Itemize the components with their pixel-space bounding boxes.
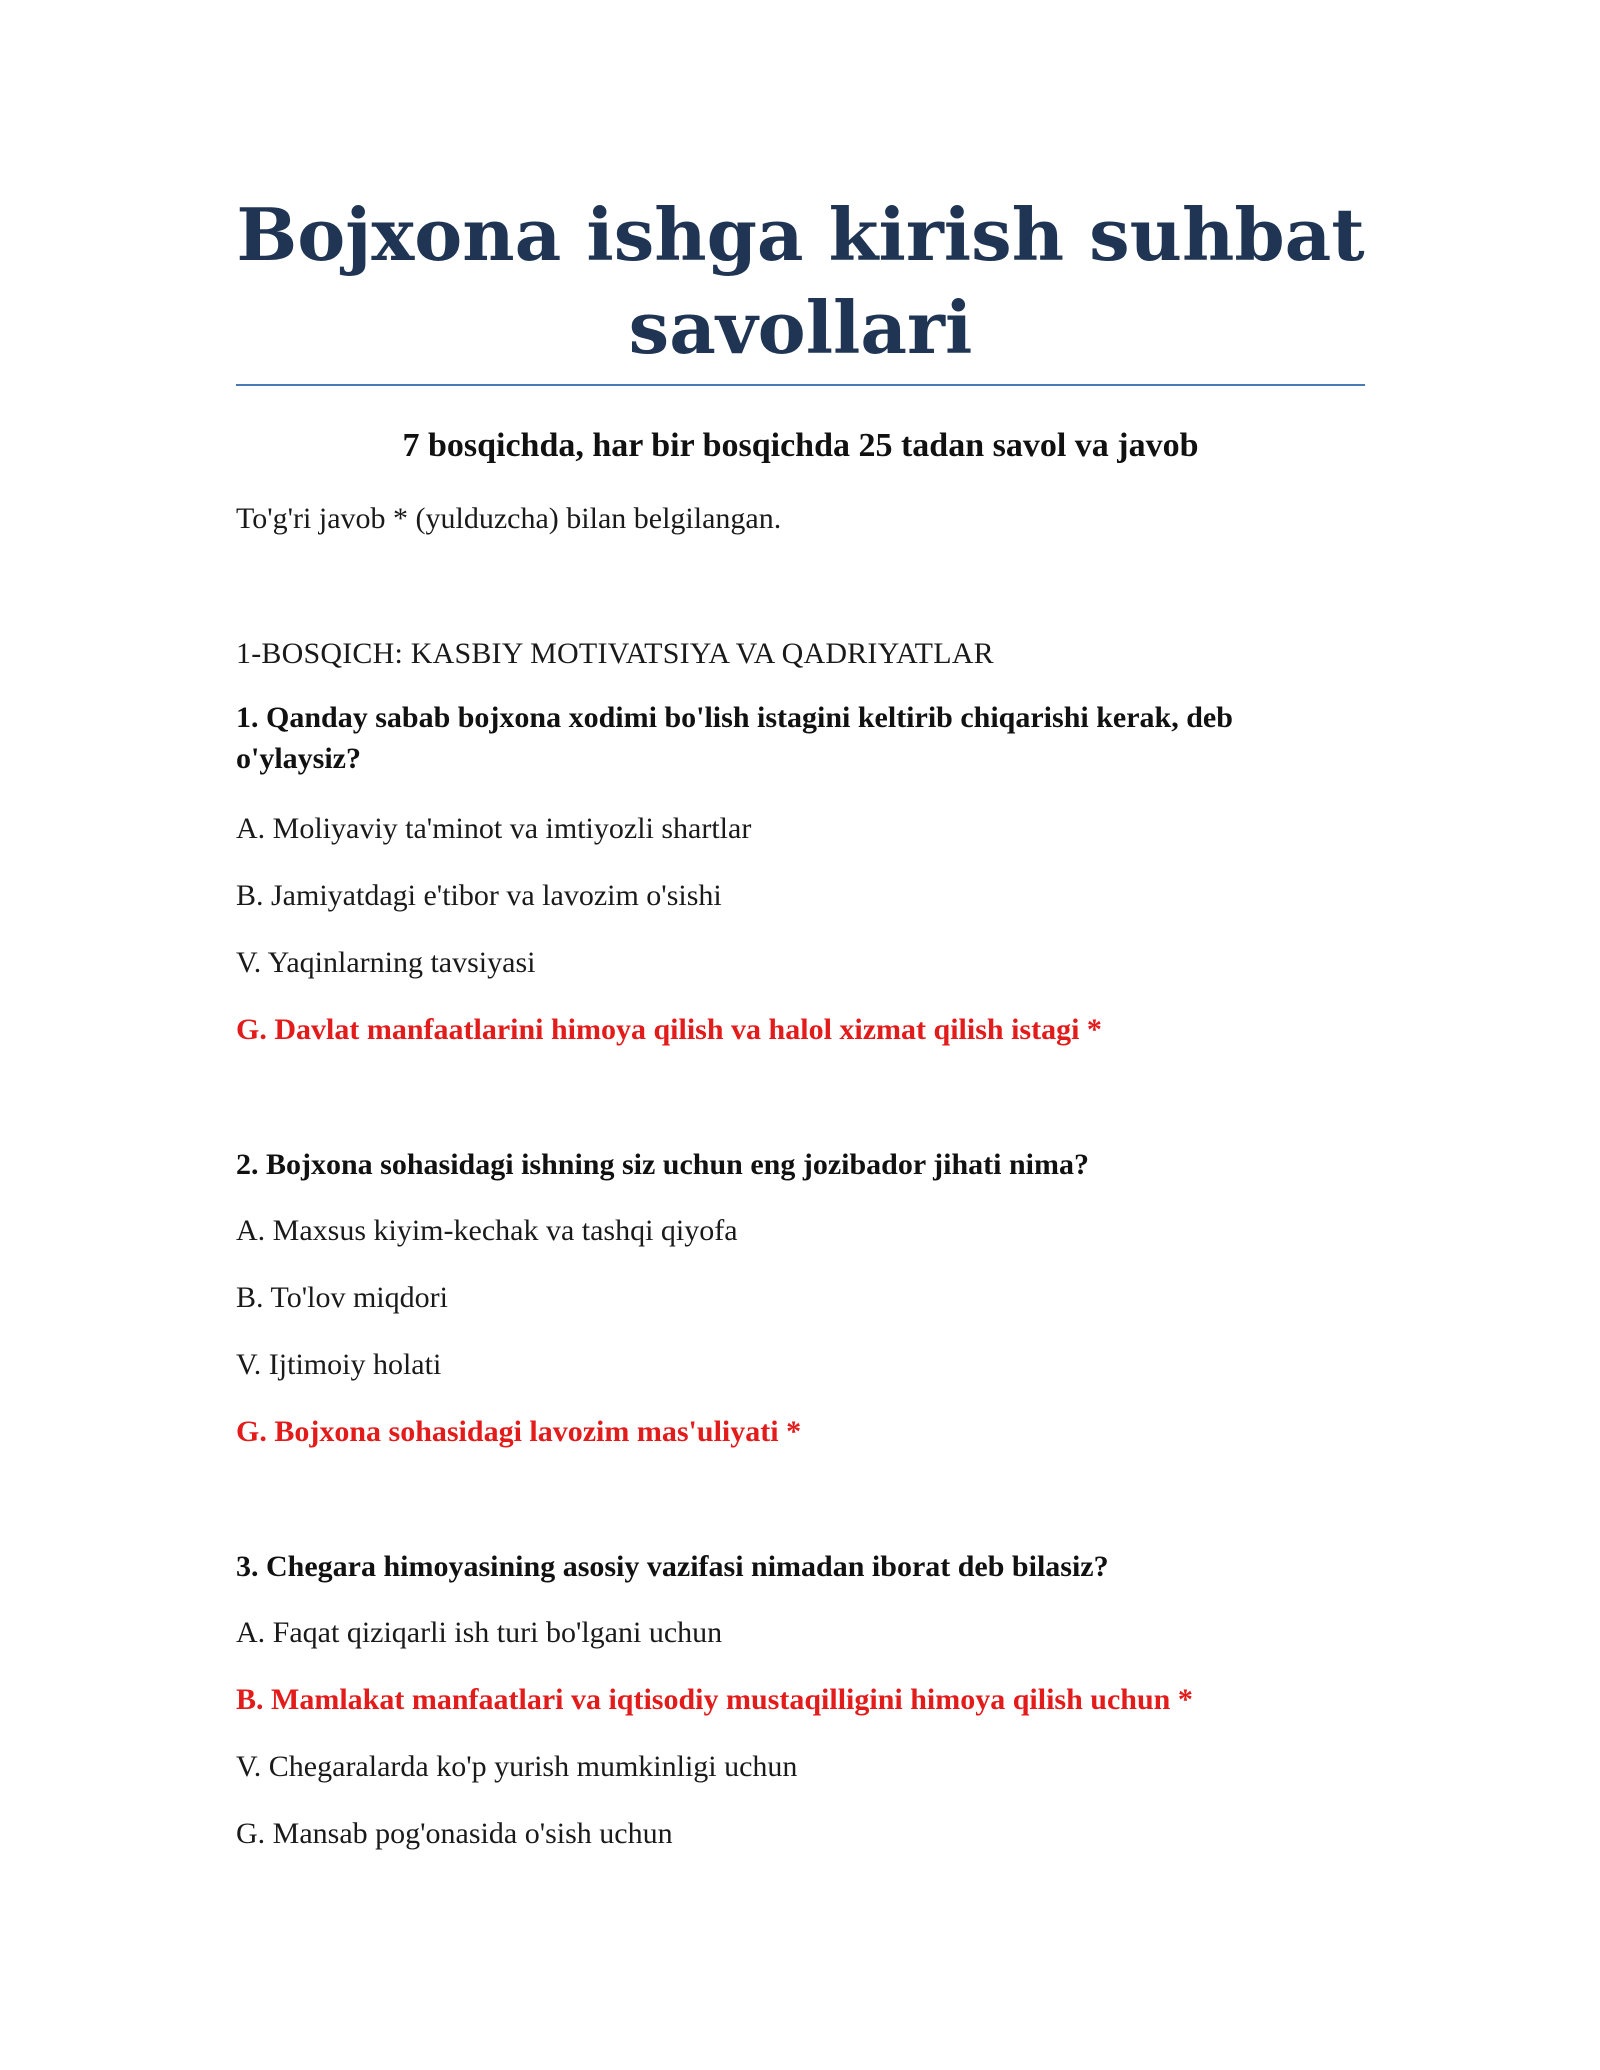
question-2: 2. Bojxona sohasidagi ishning siz uchun eng jozibador jihati nima? <box>236 1148 1089 1181</box>
question-1-option-v: V. Yaqinlarning tavsiyasi <box>236 946 536 979</box>
question-2-option-g-correct: G. Bojxona sohasidagi lavozim mas'uliyati * <box>236 1415 802 1448</box>
question-2-option-v: V. Ijtimoiy holati <box>236 1348 442 1381</box>
question-1-option-b: B. Jamiyatdagi e'tibor va lavozim o'sishi <box>236 879 722 912</box>
section-heading: 1-BOSQICH: KASBIY MOTIVATSIYA VA QADRIYATLAR <box>236 637 994 670</box>
question-1-option-g-correct: G. Davlat manfaatlarini himoya qilish va halol xizmat qilish istagi * <box>236 1013 1102 1046</box>
question-3-option-a: A. Faqat qiziqarli ish turi bo'lgani uchun <box>236 1616 723 1649</box>
document-subtitle: 7 bosqichda, har bir bosqichda 25 tadan savol va javob <box>402 427 1199 464</box>
question-2-option-a: A. Maxsus kiyim-kechak va tashqi qiyofa <box>236 1214 738 1247</box>
question-3-option-g: G. Mansab pog'onasida o'sish uchun <box>236 1817 673 1850</box>
question-1: 1. Qanday sabab bojxona xodimi bo'lish istagini keltirib chiqarishi kerak, deb o'ylaysiz? <box>236 701 1233 775</box>
question-3: 3. Chegara himoyasining asosiy vazifasi nimadan iborat deb bilasiz? <box>236 1550 1109 1583</box>
document-title: Bojxona ishga kirish suhbat savollari <box>236 192 1365 370</box>
title-divider <box>236 384 1365 386</box>
legend-note: To'g'ri javob * (yulduzcha) bilan belgilangan. <box>236 502 782 535</box>
question-3-option-b-correct: B. Mamlakat manfaatlari va iqtisodiy mustaqilligini himoya qilish uchun * <box>236 1683 1193 1716</box>
question-3-option-v: V. Chegaralarda ko'p yurish mumkinligi uchun <box>236 1750 798 1783</box>
question-1-option-a: A. Moliyaviy ta'minot va imtiyozli shartlar <box>236 812 752 845</box>
question-2-option-b: B. To'lov miqdori <box>236 1281 448 1314</box>
